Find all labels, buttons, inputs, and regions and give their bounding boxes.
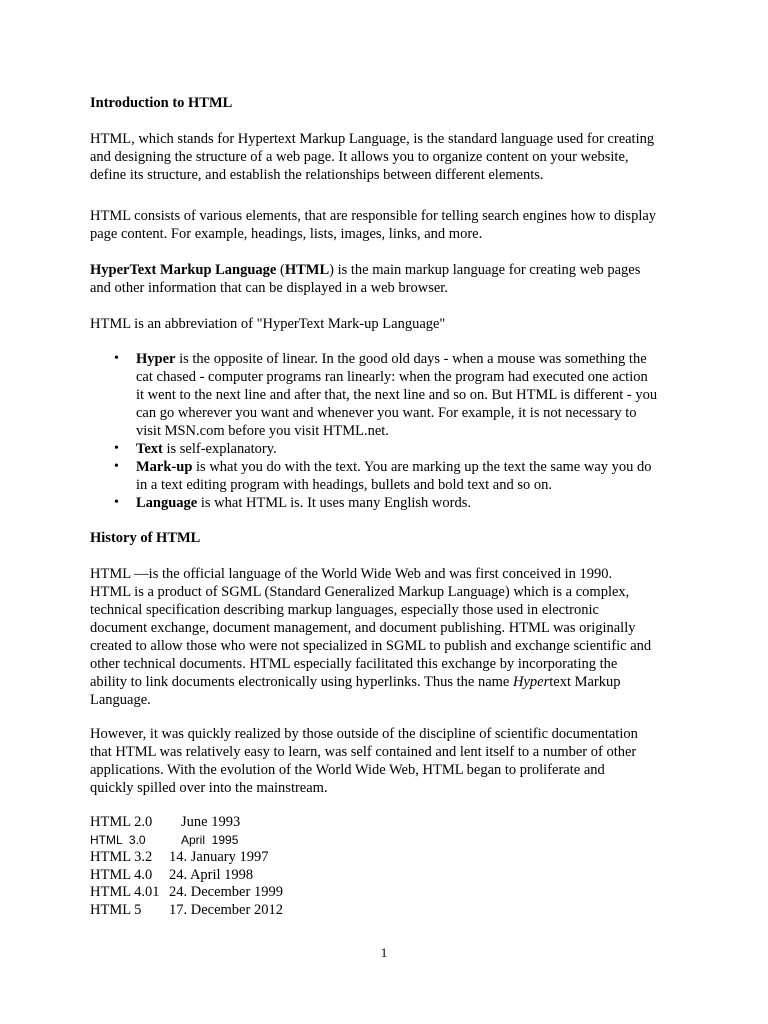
bullet-icon: • — [114, 495, 119, 510]
history-heading: History of HTML — [90, 530, 201, 546]
intro-line: HTML, which stands for Hypertext Markup Language, is the standard language used for creating — [90, 131, 655, 147]
abbreviation-paragraph: HTML is an abbreviation of "HyperText Mark-up Language" — [90, 316, 446, 332]
version-list — [90, 814, 390, 919]
hypertext-term: HyperText Markup Language — [90, 262, 277, 278]
intro-line: define its structure, and establish the relationships between different elements. — [90, 167, 544, 183]
page-title: Introduction to HTML — [90, 95, 233, 111]
elements-line: HTML consists of various elements, that are responsible for telling search engines how to display — [90, 208, 657, 224]
version-row: HTML 4.0 24. April 1998 — [90, 866, 254, 883]
version-row: HTML 3.2 14. January 1997 — [90, 849, 269, 865]
version-row: HTML 5 17. December 2012 — [90, 901, 283, 918]
list-item: • Text is self-explanatory. — [114, 441, 277, 457]
hypertext-abbr: HTML — [284, 262, 330, 278]
bullet-icon: • — [114, 459, 119, 474]
list-item: • Mark-up is what you do with the text. You are marking up the text the same way you do in a text editing program with headings, bullets and bold text and so on. — [114, 459, 652, 493]
version-row: HTML 3.0 April 1995 — [90, 832, 239, 847]
list-item: • Hyper is the opposite of linear. In the good old days - when a mouse was something the cat chased - computer programs ran linearly: when the program had executed one action it went to the next line and after that, the next line and so on. But HTML is different - you can go wherever you want and whenever you want. For example, it is not necessary to visit MSN.com before you visit HTML.net. — [114, 351, 658, 439]
intro-paragraph — [90, 130, 690, 184]
elements-paragraph — [90, 207, 690, 243]
bullet-icon: • — [114, 351, 119, 366]
hyper-italic: Hyper — [512, 674, 550, 690]
page-number: 1 — [380, 945, 388, 960]
list-item: • Language is what HTML is. It uses many English words. — [114, 495, 471, 511]
definition-list — [90, 350, 690, 512]
version-row: HTML 4.01 24. December 1999 — [90, 884, 283, 900]
history-paragraph: HTML —is the official language of the World Wide Web and was first conceived in 1990. HTML is a product of SGML (Standard Generalized Markup Language) which is a complex, technical specification describing markup languages, especially those used in electronic document exchange, document management, and document publishing. HTML was originally created to allow those who were not specialized in SGML to publish and exchange scientific and other technical documents. HTML especially facilitated this exchange by incorporating the ability to link documents electronically using hyperlinks. Thus the name Hypertext Markup Language. — [90, 566, 652, 708]
however-paragraph: However, it was quickly realized by those outside of the discipline of scientific documentation that HTML was relatively easy to learn, was self contained and lent itself to a number of other applications. With the evolution of the World Wide Web, HTML began to proliferate and quickly spilled over into the mainstream. — [90, 726, 638, 796]
version-row: HTML 2.0 June 1993 — [90, 814, 241, 830]
intro-line: and designing the structure of a web page. It allows you to organize content on your website, — [90, 149, 629, 165]
hypertext-paragraph: HyperText Markup Language (HTML) is the main markup language for creating web pages and other information that can be displayed in a web browser. — [90, 262, 641, 296]
bullet-icon: • — [114, 441, 119, 456]
elements-line: page content. For example, headings, lists, images, links, and more. — [90, 226, 483, 242]
